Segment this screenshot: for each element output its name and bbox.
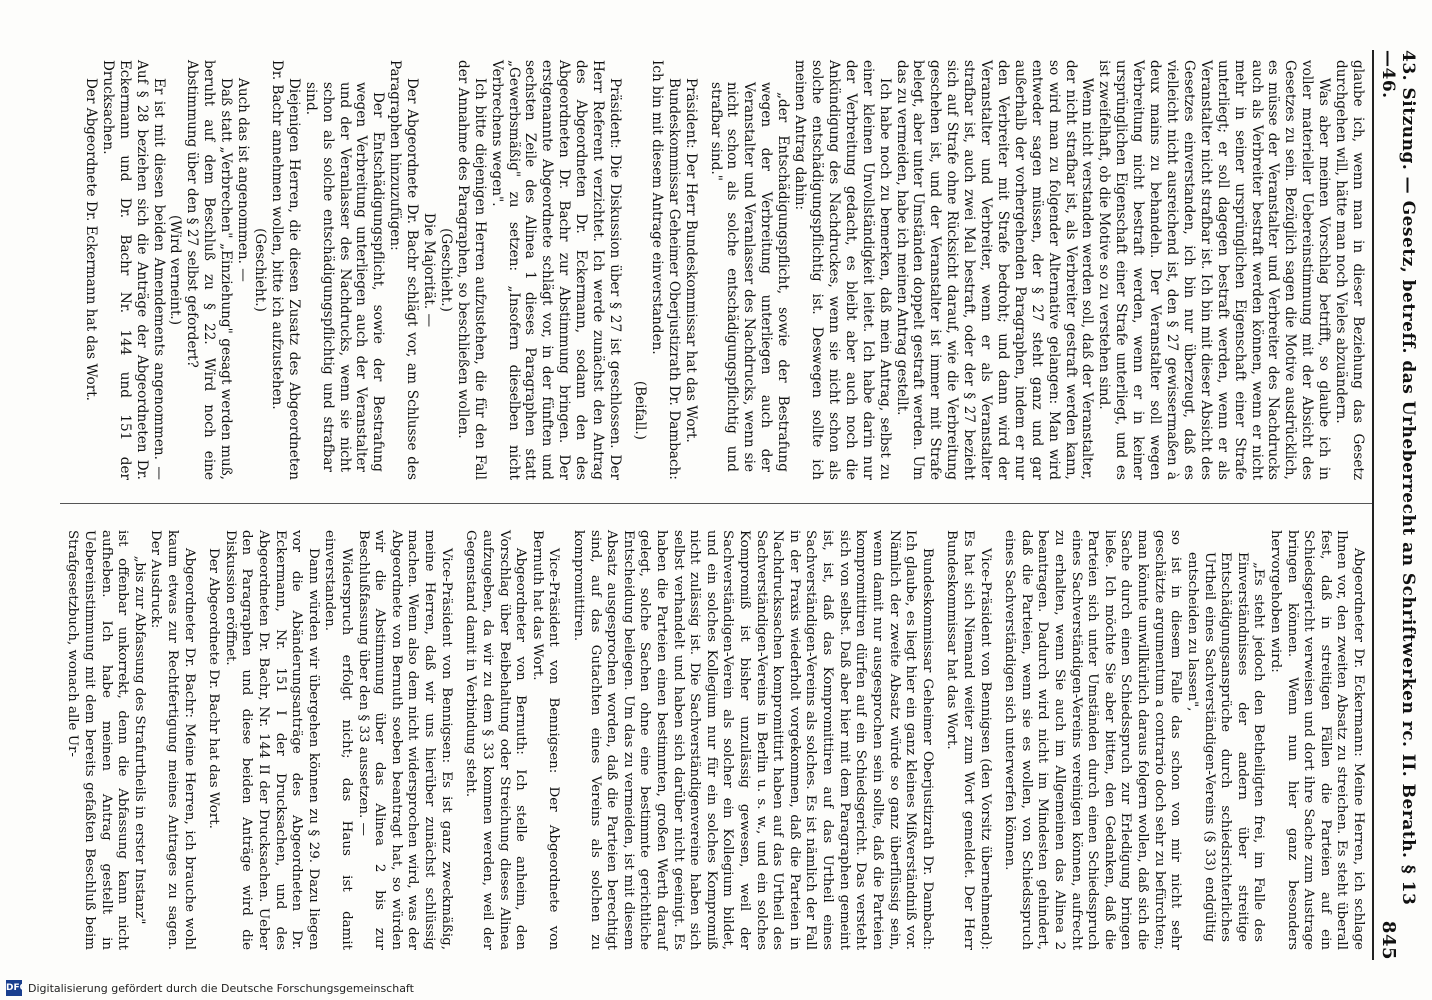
paragraph-speaker: Präsident: Der Herr Bundeskommissar hat das Wort.: [682, 78, 699, 443]
paragraph: Der Abgeordnete Dr. Eckermann hat das Wort.: [82, 78, 99, 401]
quoted-text: „Es steht jedoch den Betheiligten frei, im Falle des Einverständnisses der andern über streitige Entschädigungsansprüche durch schiedsrichterliches Urtheil eines Sachverständigen-Vereins (§ 33) endgültig entscheiden zu lassen",: [1184, 552, 1267, 942]
paragraph: Dann würden wir übergehen können zu § 29. Dazu liegen vor die Abänderungsanträge des Abgeordneten Dr. Eckermann, Nr. 151 I der Drucksachen, und des Abgeordneten Dr. Bachr, Nr. 144 II der Drucksachen. Ueber den Paragraphen und diese beiden Anträge wird die Diskussion eröffnet.: [222, 530, 321, 950]
paragraph: Diejenigen Herren, die diesen Zusatz des Abgeordneten Dr. Bachr annehmen wollen, bitte ich aufzustehen.: [268, 60, 302, 480]
paragraph: glaube ich, wenn man in dieser Beziehung das Gesetz durchgehen will, hätte man noch Vieles abzuändern.: [1333, 60, 1366, 480]
result-note: Die Majorität. —: [421, 212, 438, 328]
paragraph: Ich habe noch zu bemerken, daß mein Antrag, selbst zu einer kleinen Unvollständigkeit leitet. Ich habe darin nur der Verbreitung gedacht, es bleibt aber auch noch die Ankündigung des Nachdruckes, wenn sie nicht schon als solche entschädigungspflichtig ist. Deswegen sollte ich meinen Antrag dahin:: [792, 60, 893, 480]
paragraph-speaker: Abgeordneter Dr. Bachr: Meine Herren, ich brauche wohl kaum etwas zur Rechtfertigung meines Antrages zu sagen. Der Ausdruck:: [148, 530, 197, 950]
paragraph-speaker: Vice-Präsident von Bennigsen: Der Abgeordnete von Bernuth hat das Wort.: [529, 530, 562, 950]
paragraph: Daß statt „Verbrechen" „Einziehung" gesagt werden muß, beruht auf dem Beschluß zu § 22. Wird noch eine Abstimmung über den § 27 selbst gefordert?: [184, 60, 235, 480]
column-divider: [60, 503, 1372, 504]
paragraph-speaker: Bundeskommissar Geheimer Oberjustizrath Dr. Dambach: Ich bin mit diesem Antrage einverstanden.: [648, 60, 682, 480]
dfg-logo-icon: DFG: [6, 980, 22, 996]
quoted-motion: „der Entschädigungspflicht, sowie der Bestrafung wegen der Verbreitung unterliegen auch der Veranstalter und Veranlasser des Nachdrucks, wenn sie nicht schon als solche entschädigungspflichtig und strafbar sind.": [707, 82, 792, 472]
interjection: (Wird verneint.): [167, 214, 184, 326]
digitization-credit: [6, 980, 414, 996]
right-column: [64, 530, 1366, 950]
paragraph-speaker: Abgeordneter Dr. Eckermann: Meine Herren, ich schlage Ihnen vor, den zweiten Absatz zu streichen. Es steht überall fest, daß in streitigen Fällen die Parteien auf ein Schiedsgericht verweisen und dort ihre Sache zum Austrage bringen können. Wenn nun hier ganz besonders hervorgehoben wird:: [1267, 530, 1366, 950]
page-number: 845: [1378, 920, 1399, 960]
quoted-text: „bis zur Abfassung des Strafurtheils in erster Instanz": [131, 555, 147, 925]
running-head: 43. Sitzung. — Gesetz, betreff. das Urheberrecht an Schriftwerken rc. II. Berath. § 13—46.: [1378, 50, 1418, 906]
paragraph-speaker: Abgeordneter von Bernuth: Ich stelle anheim, den Vorschlag über Beibehaltung oder Streichung dieses Alinea aufzugeben, da wir zu dem § 33 kommen werden, weil der Gegenstand damit in Verbindung steht.: [463, 530, 529, 950]
left-column: [82, 60, 1366, 480]
paragraph-speaker: Vice-Präsident von Bennigsen (den Vorsitz übernehmend): Es hat sich Niemand weiter zum Wort gemeldet. Der Herr Bundeskommissar hat das Wort.: [944, 530, 993, 950]
paragraph: Der Abgeordnete Dr. Bachr schlägt vor, am Schlusse des Paragraphen hinzuzufügen:: [387, 60, 421, 480]
paragraph: so ist in diesem Falle das schon von mir nicht sehr geschätzte argumentum a contrario doch sehr zu befürchten; man könnte unwillkürlich daraus folgern wollen, daß sich die Sache durch einen Schiedsspruch zur Erledigung bringen ließe. Ich möchte Sie aber bitten, den Gedanken, daß die Parteien sich unter Umständen durch einen Schiedsspruch eines Sachverständigen-Vereins vereinigen können, aufrecht zu erhalten, wenn Sie auch im Allgemeinen das Alinea 2 beantragen. Dadurch wird nicht im Mindesten gehindert, daß die Parteien, wenn sie es wollen, von Schiedsspruch eines Sachverständigen sich unterwerfen können.: [1002, 530, 1184, 950]
paragraph: Er ist mit diesen beiden Amendements angenommen. — Auf § 28 beziehen sich die Anträge der Abgeordneten Dr. Eckermann und Dr. Bachr Nr. 144 und 151 der Drucksachen.: [99, 60, 167, 480]
paragraph-speaker: Bundeskommissar Geheimer Oberjustizrath Dr. Dambach: Ich glaube, es liegt hier ein ganz kleines Mißverständniß vor. Nämlich der zweite Absatz würde so ganz überflüssig sein, wenn damit nur ausgesprochen sein sollte, daß die Parteien kompromittiren dürfen auf ein Schiedsgericht. Das versteht sich von selbst. Daß aber hier mit dem Paragraphen gemeint ist, ist, daß das Kompromittiren auf das Urtheil eines Sachverständigen-Vereins als solches. Es ist nämlich der Fall in der Praxis wiederholt vorgekommen, daß die Parteien in Nachdruckssachen kompromittirt haben auf das Urtheil des Sachverständigen-Vereins in Berlin u. s. w., und ein solches Kompromiß ist bisher unzulässig gewesen, weil der Sachverständigen-Verein als solcher ein Kollegium bildet, und ein solches Kollegium nur für ein solches Kompromiß nicht zulässig ist. Die Sachverständigenvereine haben sich selbst verhandelt und haben sich darüber nicht geeinigt. Es haben die Parteien einen bestimmten, großen Werth darauf gelegt, solche Sachen ohne eine bestimmte gerichtliche Entscheidung beilegen. Um das zu vermeiden, ist mit diesem Absatz ausgesprochen worden, daß die Parteien berechtigt sind, auf das Gutachten eines Vereins als solchen zu kompromittiren.: [570, 530, 935, 950]
paragraph: Auch das ist angenommen. —: [235, 78, 252, 282]
paragraph-speaker: Vice-Präsident von Bennigsen: Es ist ganz zweckmäßig, meine Herren, daß wir uns hierüber zunächst schlüssig machen. Wenn also dem nicht widersprochen wird, was der Abgeordnete von Bernuth soeben beantragt hat, so würden wir die Abstimmung über das Alinea 2 bis zur Beschlußfassung über den § 33 aussetzen. —: [355, 530, 454, 950]
paragraph: Wenn nicht verstanden werden soll, daß der Veranstalter, der nicht strafbar ist, als Verbreiter gestraft werden kann, so wird man zu folgender Alternative gelangen: Man wird entweder sagen müssen, der § 27 steht ganz und gar außerhalb der vorhergehenden Paragraphen, indem er nur den Verbreiter mit Strafe bedroht; und dann wird der Veranstalter und Verbreiter, wenn er als Veranstalter strafbar ist, auch zwei Mal bestraft, oder der § 27 bezieht sich auf Strafe ohne Rücksicht darauf, wie die Verbreitung geschehen ist, und der Veranstalter ist immer mit Strafe belegt, aber unter Umständen doppelt gestraft werden. Um das zu vermeiden, habe ich meinen Antrag gestellt.: [893, 60, 1096, 480]
interjection: (Geschieht.): [437, 228, 454, 312]
paragraph: Der Abgeordnete Dr. Bachr hat das Wort.: [206, 548, 222, 829]
paragraph-speaker: Präsident: Die Diskussion über § 27 ist geschlossen. Der Herr Referent verzichtet. Ich werde zunächst den Antrag des Abgeordneten Dr. Eckermann, sodann den des Abgeordneten Dr. Bachr zur Abstimmung bringen. Der erstgenannte Abgeordnete schlägt vor, in der fünften und sechsten Zeile des Alinea 1 dieses Paragraphen statt „Gewerbsmäßig" zu setzen: „Insofern dieselben nicht Verbrechens wegen".: [488, 60, 624, 480]
paragraph: ist offenbar unkorrekt, denn die Abfassung kann nicht aufheben. Ich habe meinen Antrag gestellt in Uebereinstimmung mit dem bereits gefaßten Beschluß beim Strafgesetzbuch, wonach alle Ur-: [65, 530, 131, 950]
paragraph: Ich bitte diejenigen Herren aufzustehen, die für den Fall der Annahme des Paragraphen, so beschließen wollen.: [454, 60, 488, 480]
paragraph: Was aber meinen Vorschlag betrifft, so glaube ich in voller materieller Uebereinstimmung mit der Absicht des Gesetzes zu sein. Bezüglich sagen die Motive ausdrücklich, es müsse der Veranstalter und Verbreiter des Nachdrucks auch als Verbreiter bestraft werden können, wenn er nicht mehr in seiner ursprünglichen Eigenschaft einer Strafe unterliegt; er soll dagegen bestraft werden, wenn er als Veranstalter nicht strafbar ist. Ich bin mit dieser Absicht des Gesetzes einverstanden, ich bin nur überzeugt, daß es vielleicht nicht ausreichend ist, den § 27 gewissermaßen à deux mains zu behandeln. Der Veranstalter soll wegen Verbreitung nicht bestraft werden, wenn er in keiner ursprünglichen Eigenschaft einer Strafe unterliegt, und es ist zweifelhaft, ob die Motive so zu verstehen sind.: [1096, 60, 1333, 480]
interjection: (Geschieht.): [252, 228, 268, 312]
interjection: (Beifall.): [631, 380, 648, 440]
page-header: [1372, 50, 1418, 960]
credit-text: Digitalisierung gefördert durch die Deutsche Forschungsgemeinschaft: [28, 981, 414, 995]
quoted-motion: Der Entschädigungspflicht, sowie der Bestrafung wegen Verbreitung unterliegen auch der Veranstalter und der Veranlasser des Nachdrucks, wenn sie nicht schon als solche entschädigungspflichtig und strafbar sind.: [302, 82, 387, 472]
paragraph: Widerspruch erfolgt nicht; das Haus ist damit einverstanden.: [322, 530, 355, 950]
